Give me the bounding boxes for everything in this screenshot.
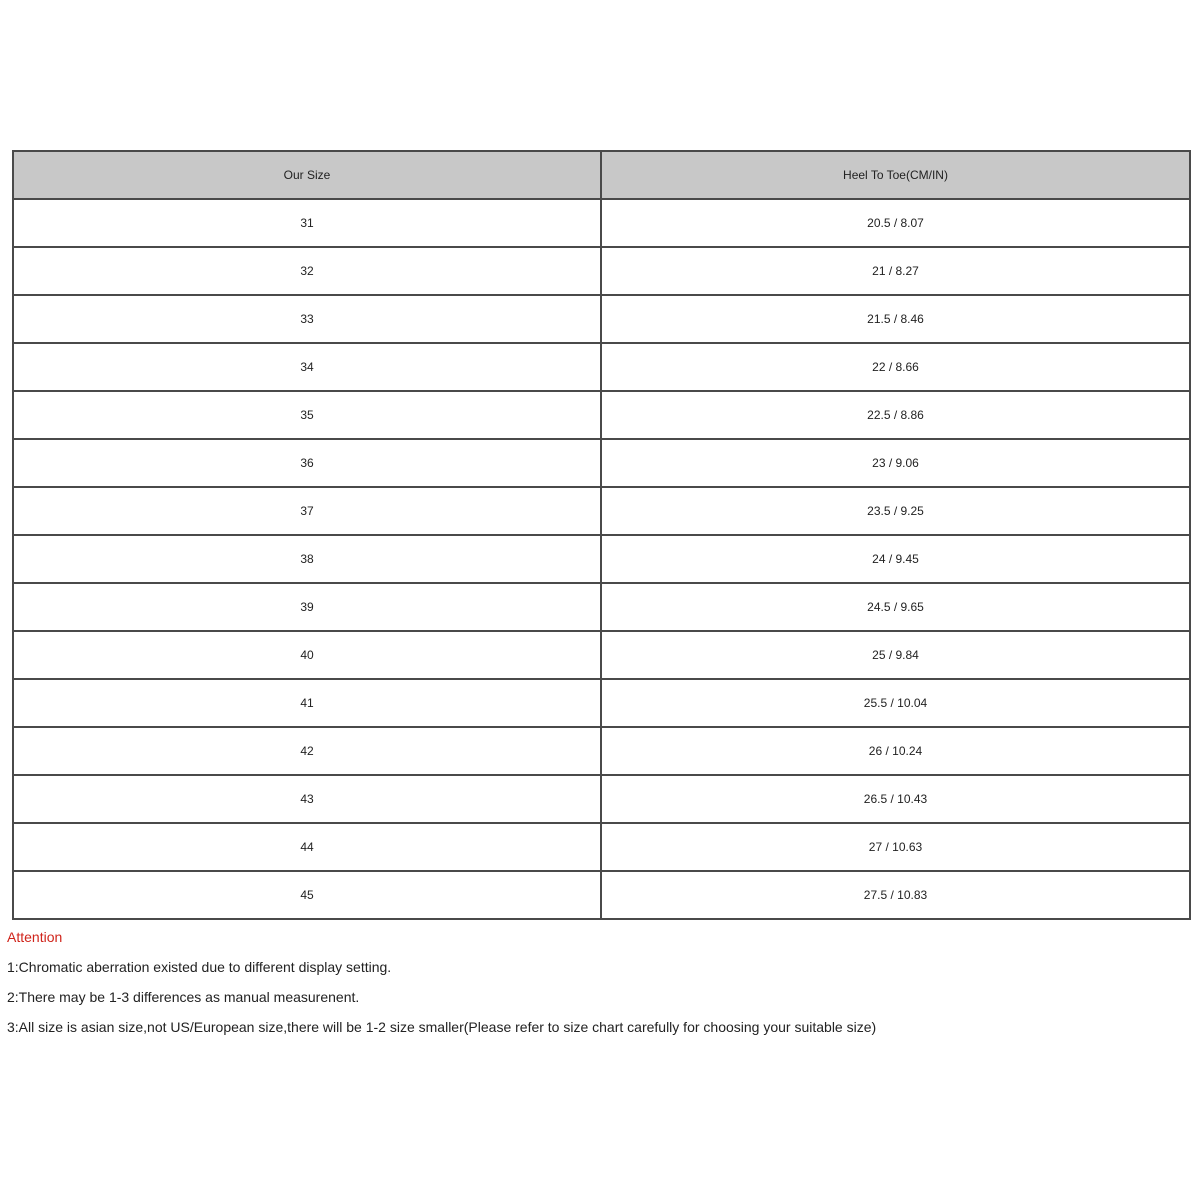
- note-line-1: 1:Chromatic aberration existed due to different display setting.: [7, 959, 392, 975]
- length-cell: 25 / 9.84: [601, 631, 1190, 679]
- size-cell: 39: [13, 583, 601, 631]
- length-cell: 20.5 / 8.07: [601, 199, 1190, 247]
- size-cell: 32: [13, 247, 601, 295]
- table-row: [13, 487, 1190, 535]
- note-line-3: 3:All size is asian size,not US/European size,there will be 1-2 size smaller(Please refer to size chart carefully for choosing your suitable size): [7, 1019, 877, 1035]
- table-row: [13, 439, 1190, 487]
- table-row: [13, 679, 1190, 727]
- length-cell: 21 / 8.27: [601, 247, 1190, 295]
- size-cell: 31: [13, 199, 601, 247]
- size-cell: 42: [13, 727, 601, 775]
- size-cell: 43: [13, 775, 601, 823]
- length-cell: 22 / 8.66: [601, 343, 1190, 391]
- length-cell: 23 / 9.06: [601, 439, 1190, 487]
- table-row: [13, 823, 1190, 871]
- length-cell: 24 / 9.45: [601, 535, 1190, 583]
- table-row: [13, 343, 1190, 391]
- size-cell: 45: [13, 871, 601, 919]
- note-line-2: 2:There may be 1-3 differences as manual measurenent.: [7, 989, 360, 1005]
- size-cell: 34: [13, 343, 601, 391]
- table-row: [13, 775, 1190, 823]
- table-row: [13, 199, 1190, 247]
- table-row: [13, 583, 1190, 631]
- header-our-size: Our Size: [13, 151, 601, 199]
- table-row: [13, 727, 1190, 775]
- size-cell: 41: [13, 679, 601, 727]
- size-cell: 36: [13, 439, 601, 487]
- length-cell: 26.5 / 10.43: [601, 775, 1190, 823]
- length-cell: 27 / 10.63: [601, 823, 1190, 871]
- length-cell: 24.5 / 9.65: [601, 583, 1190, 631]
- size-chart-table: [12, 150, 1191, 920]
- table-row: [13, 631, 1190, 679]
- table-row: [13, 247, 1190, 295]
- size-cell: 40: [13, 631, 601, 679]
- table-row: [13, 871, 1190, 919]
- table-row: [13, 391, 1190, 439]
- size-cell: 33: [13, 295, 601, 343]
- length-cell: 26 / 10.24: [601, 727, 1190, 775]
- attention-notes: [7, 927, 1187, 1042]
- length-cell: 27.5 / 10.83: [601, 871, 1190, 919]
- table-body: [13, 199, 1190, 919]
- size-cell: 35: [13, 391, 601, 439]
- length-cell: 22.5 / 8.86: [601, 391, 1190, 439]
- length-cell: 25.5 / 10.04: [601, 679, 1190, 727]
- table-header-row: [13, 151, 1190, 199]
- length-cell: 21.5 / 8.46: [601, 295, 1190, 343]
- size-cell: 44: [13, 823, 601, 871]
- table-row: [13, 535, 1190, 583]
- header-heel-to-toe: Heel To Toe(CM/IN): [601, 151, 1190, 199]
- length-cell: 23.5 / 9.25: [601, 487, 1190, 535]
- size-cell: 38: [13, 535, 601, 583]
- size-cell: 37: [13, 487, 601, 535]
- table-row: [13, 295, 1190, 343]
- attention-heading: Attention: [7, 929, 63, 945]
